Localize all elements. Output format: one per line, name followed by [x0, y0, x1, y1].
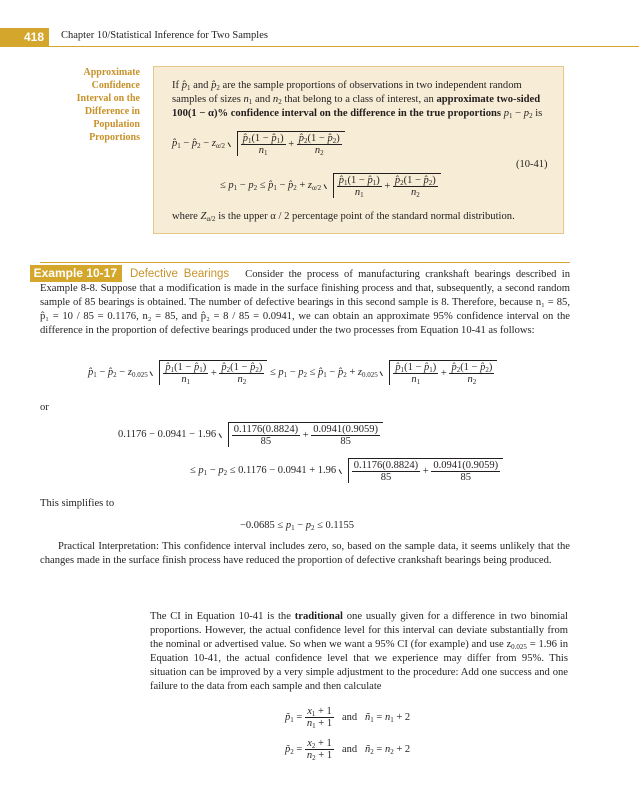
- example-rule: [40, 262, 570, 263]
- simplifies-text: This simplifies to: [40, 498, 115, 509]
- equation-number: (10-41): [516, 159, 548, 170]
- margin-label-line: Confidence: [91, 80, 140, 91]
- example-ci-numeric-lower: 0.1176 − 0.0941 − 1.96 $\frac{0.1176(0.8824)}{85}$ + $\frac{0.0941(0.9059)}{85}$: [118, 422, 383, 447]
- example-ci-numeric-upper: ≤ $p_1 - p_2 \le 0.1176 - 0.0941 + 1.96$ $\frac{0.1176(0.8824)}{85}$ + $\frac{0.0941(0.9059)}{85}$: [190, 458, 503, 483]
- adjusted-p2-formula: $p̃_2$ = $\frac{x_2 + 1}{n_2 + 1}$ and $ñ_2 = n_2 + 2$: [285, 738, 411, 762]
- running-head: Chapter 10/Statistical Inference for Two Samples: [61, 30, 268, 41]
- practical-interpretation: Practical Interpretation: This confidence interval includes zero, so, based on the sample data, it seems unlikely that the changes made in the surface finish process have reduced the proportion of defective crankshaft bearings being produced.: [40, 541, 570, 566]
- example-result: $-0.0685 \le p_1 - p_2 \le 0.1155$: [240, 520, 354, 532]
- margin-label-line: Difference in: [84, 106, 140, 117]
- margin-label: [40, 66, 140, 144]
- ci-formula-lower: $p̂_1$ − $p̂_2 - z_{\alpha/2}$ $\frac{p̂_1(1 - p̂_1)}{n_1}$ + $\frac{p̂_2(1 - p̂_2)}{n_2}$: [172, 131, 345, 156]
- adjusted-p1-formula: $p̃_1$ = $\frac{x_1 + 1}{n_1 + 1}$ and $ñ_1 = n_1 + 2$: [285, 706, 411, 730]
- example-title: Defective Bearings: [130, 268, 230, 280]
- where-clause: where $Z_{\alpha/2}$ is the upper α / 2 percentage point of the standard normal distribution.: [172, 211, 515, 223]
- margin-label-line: Proportions: [89, 132, 140, 143]
- margin-label-line: Population: [93, 119, 140, 130]
- margin-label-line: Approximate: [83, 67, 140, 78]
- page-number: 418: [0, 28, 49, 46]
- example-badge: Example 10-17: [30, 265, 122, 282]
- definition-intro: If $p̂_1$ and $p̂_2$ are the sample proportions of observations in two independent random samples of sizes $n_1$ and $n_2$ that belong to a class of interest, an approximate two-sided 100(1 − α)% confidence interval on the difference in the true proportions $p_1 - p_2$ is: [172, 80, 543, 120]
- example-ci-symbolic: $p̂_1$ − $p̂_2 - z_{0.025}$ $\frac{p̂_1(1 - p̂_1)}{n_1}$ + $\frac{p̂_2(1 - p̂_2)}{n_2}$ ≤ $p_1 - p_2$ ≤ $p̂_1$ − $p̂_2 + z_{0.025}$ $\frac{p̂_1(1 - p̂_1)}{n_1}$ + $\frac{p̂_2(1 - p̂_2)}{n_2}$: [88, 360, 497, 385]
- body-paragraph: The CI in Equation 10-41 is the traditional one usually given for a difference in two binomial proportions. However, the actual confidence level for this interval can deviate substantially from the nominal or advertised value. So when we want a 95% CI (for example) and use $z_{0.025} = 1.96$ in Equation 10-41, the actual confidence level that we experience may differ from 95%. This situation can be improved by a very simple adjustment to the procedure: Add one success and one failure to the data from each sample and then calculate: [150, 611, 568, 692]
- margin-label-line: Interval on the: [76, 93, 140, 104]
- example-paragraph: Defective Bearings Consider the process of manufacturing crankshaft bearings described in Example 8-8. Suppose that a modification is made in the surface finishing process and that, subsequently, a second random sample of 85 bearings is obtained. The number of defective bearings in this second sample is 8. Therefore, because n₁ = 85, p̂₁ = 10 / 85 = 0.1176, n₂ = 85, and p̂₂ = 8 / 85 = 0.0941, we can obtain an approximate 95% confidence interval on the difference in the proportion of defective bearings produced under the two processes from Equation 10-41 as follows:: [40, 268, 570, 336]
- definition-box: [153, 66, 564, 234]
- header-rule: [0, 46, 639, 47]
- ci-formula-upper: ≤ $p_1 - p_2$ ≤ $p̂_1$ − $p̂_2 + z_{\alpha/2}$ $\frac{p̂_1(1 - p̂_1)}{n_1}$ + $\frac{p̂_2(1 - p̂_2)}{n_2}$: [220, 173, 441, 198]
- or-text: or: [40, 402, 49, 413]
